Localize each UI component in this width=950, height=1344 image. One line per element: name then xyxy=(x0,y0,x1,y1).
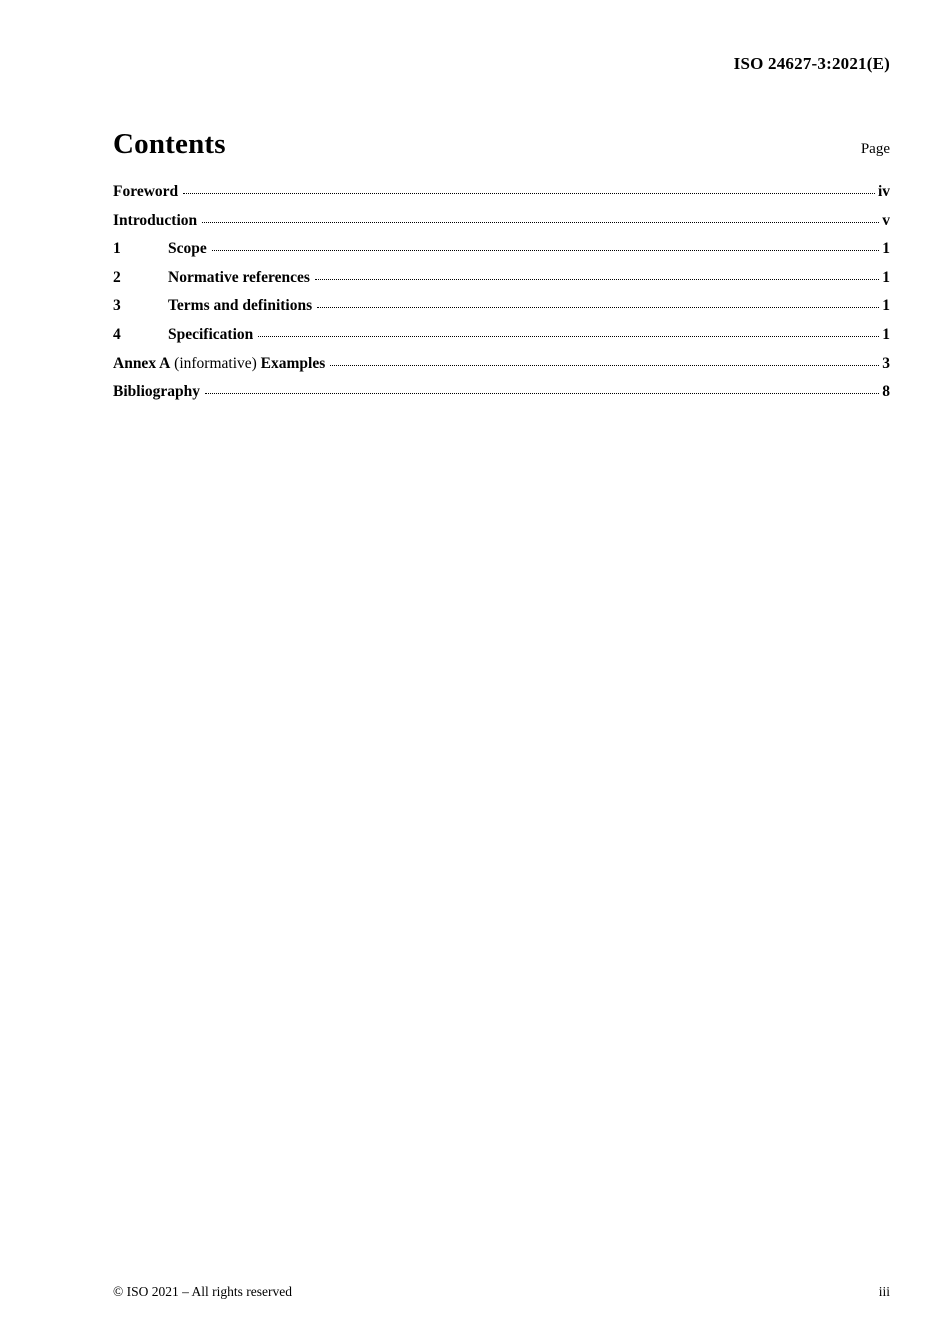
toc-entry-label: Terms and definitions xyxy=(168,297,313,315)
toc-entry-page: 1 xyxy=(882,240,890,258)
copyright-notice: © ISO 2021 – All rights reserved xyxy=(113,1284,292,1299)
toc-leader-dots xyxy=(315,279,879,280)
toc-entry-introduction xyxy=(113,207,890,236)
toc-entry-label: Bibliography xyxy=(113,383,200,401)
toc-entry-page: 8 xyxy=(882,383,890,401)
footer-page-number: iii xyxy=(878,1284,890,1299)
toc-entry-normative-references xyxy=(113,264,890,293)
toc-entry-terms-and-definitions xyxy=(113,292,890,321)
toc-leader-dots xyxy=(212,250,880,251)
toc-entry-label: Foreword xyxy=(113,183,179,200)
toc-entry-label: Specification xyxy=(168,325,254,343)
toc-entry-scope xyxy=(113,235,890,264)
page-column-label: Page xyxy=(860,141,890,157)
toc-entry-label: Introduction xyxy=(113,211,198,229)
toc-entry-page: 3 xyxy=(882,354,890,372)
toc-leader-dots xyxy=(183,193,875,194)
toc-entry-specification xyxy=(113,321,890,350)
toc-entry-page: v xyxy=(882,211,890,229)
contents-title: Contents xyxy=(113,128,226,160)
toc-entry-label: Normative references xyxy=(168,268,310,286)
document-reference: ISO 24627-3:2021(E) xyxy=(733,54,890,73)
toc-entry-page: iv xyxy=(877,183,890,200)
toc-entry-page: 1 xyxy=(882,325,890,343)
toc-entry-page: 1 xyxy=(882,268,890,286)
toc-leader-dots xyxy=(258,336,879,337)
toc-entry-number: 1 xyxy=(113,240,121,258)
document-footer xyxy=(113,1284,890,1300)
toc-entry-annex-a xyxy=(113,350,890,379)
toc-entry-bibliography xyxy=(113,378,890,407)
toc-entry-label: Scope xyxy=(168,240,207,258)
table-of-contents xyxy=(113,178,890,407)
toc-entry-number: 3 xyxy=(113,297,121,315)
toc-leader-dots xyxy=(202,222,879,223)
toc-leader-dots xyxy=(330,365,879,366)
toc-leader-dots xyxy=(205,393,879,394)
toc-entry-page: 1 xyxy=(882,297,890,315)
toc-entry-foreword xyxy=(113,178,890,207)
toc-entry-number: 4 xyxy=(113,325,121,343)
contents-header xyxy=(113,128,890,161)
toc-leader-dots xyxy=(317,307,879,308)
toc-entry-label: Annex A (informative) Examples xyxy=(113,354,326,372)
toc-entry-number: 2 xyxy=(113,268,121,286)
